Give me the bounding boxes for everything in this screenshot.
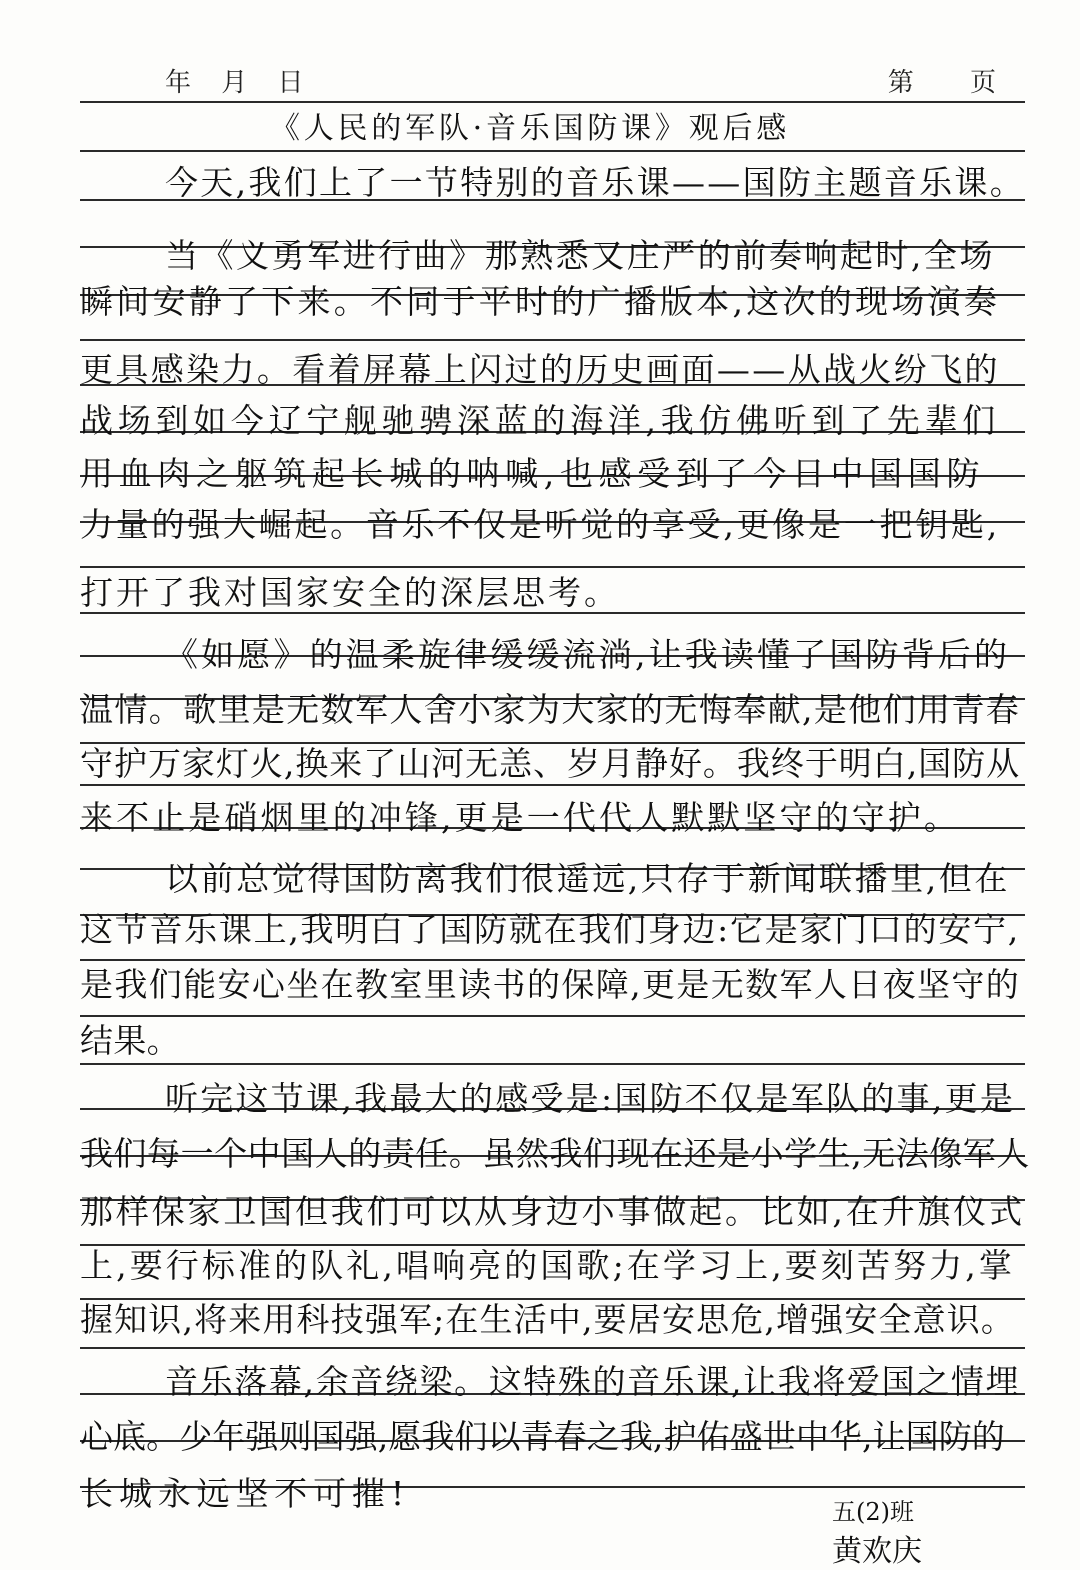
essay-line: 用血肉之躯筑起长城的呐喊,也感受到了今日中国国防 — [80, 454, 986, 493]
essay-line: 我们每一个中国人的责任。虽然我们现在还是小学生,无法像军人 — [80, 1134, 1030, 1173]
essay-line: 今天,我们上了一节特别的音乐课——国防主题音乐课。 — [165, 163, 1025, 202]
essay-line: 《如愿》的温柔旋律缓缓流淌,让我读懂了国防背后的 — [165, 635, 1011, 674]
essay-line: 来不止是硝烟里的冲锋,更是一代代人默默坚守的守护。 — [80, 798, 960, 837]
essay-line: 瞬间安静了下来。不同于平时的广播版本,这次的现场演奏 — [80, 282, 1000, 321]
signature-class: 五(2)班 — [832, 1498, 914, 1526]
essay-line: 握知识,将来用科技强军;在生活中,要居安思危,增强安全意识。 — [80, 1300, 1016, 1339]
essay-line: 心底。少年强则国强,愿我们以青春之我,护佑盛世中华,让国防的 — [80, 1417, 1005, 1456]
essay-line: 守护万家灯火,换来了山河无恙、岁月静好。我终于明白,国防从 — [80, 744, 1021, 783]
essay-line: 打开了我对国家安全的深层思考。 — [80, 573, 620, 612]
date-label: 年 月 日 — [165, 68, 308, 98]
essay-line: 那样保家卫国但我们可以从身边小事做起。比如,在升旗仪式 — [80, 1192, 1025, 1231]
essay-line: 力量的强大崛起。音乐不仅是听觉的享受,更像是一把钥匙, — [80, 505, 1000, 544]
ruled-line — [80, 1063, 1025, 1065]
essay-line: 长城永远坚不可摧! — [80, 1474, 411, 1513]
ruled-line — [80, 959, 1025, 961]
signature-name: 黄欢庆 — [832, 1534, 922, 1569]
essay-line: 听完这节课,我最大的感受是:国防不仅是军队的事,更是 — [165, 1079, 1016, 1118]
essay-line: 当《义勇军进行曲》那熟悉又庄严的前奏响起时,全场 — [165, 236, 995, 275]
essay-line: 音乐落幕,余音绕梁。这特殊的音乐课,让我将爱国之情埋 — [165, 1362, 1021, 1401]
ruled-line — [80, 101, 1025, 103]
essay-line: 上,要行标准的队礼,唱响亮的国歌;在学习上,要刻苦努力,掌 — [80, 1246, 1015, 1285]
essay-line: 战场到如今辽宁舰驰骋深蓝的海洋,我仿佛听到了先辈们 — [80, 401, 1000, 440]
essay-title: 《人民的军队·音乐国防课》观后感 — [270, 111, 791, 146]
page-number-label: 第 页 — [887, 68, 1000, 98]
essay-line: 是我们能安心坐在教室里读书的保障,更是无数军人日夜坚守的 — [80, 965, 1021, 1004]
essay-line: 温情。歌里是无数军人舍小家为大家的无悔奉献,是他们用青春 — [80, 690, 1021, 729]
essay-line: 这节音乐课上,我明白了国防就在我们身边:它是家门口的安宁, — [80, 910, 1020, 949]
ruled-line — [80, 1347, 1025, 1349]
essay-line: 以前总觉得国防离我们很遥远,只存于新闻联播里,但在 — [165, 859, 1010, 898]
essay-line: 结果。 — [80, 1021, 180, 1060]
ruled-line — [80, 566, 1025, 568]
ruled-line — [80, 339, 1025, 341]
essay-line: 更具感染力。看着屏幕上闪过的历史画面——从战火纷飞的 — [80, 350, 1000, 389]
ruled-line — [80, 1015, 1025, 1017]
